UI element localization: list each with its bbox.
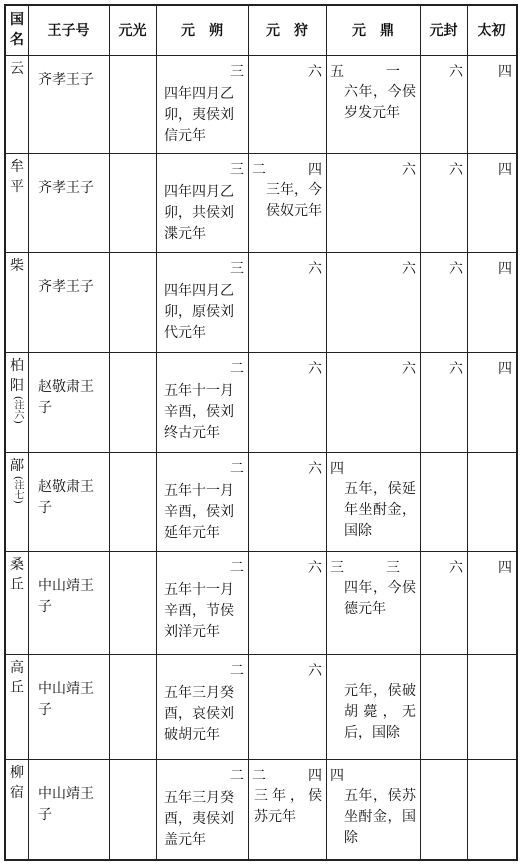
table-row: [6, 760, 516, 859]
yuanshou-cell: [248, 253, 326, 352]
yuanshuo-count: 三: [230, 64, 244, 80]
yuanshuo-cell: [156, 655, 248, 759]
taichu-cell: [467, 453, 516, 551]
taichu-cell: [467, 253, 516, 352]
yuanding-count: 三 三: [330, 560, 400, 576]
yuanding-count: 四: [330, 461, 344, 477]
yuanshou-count: 六: [308, 361, 322, 377]
header-yuanshuo: 元 朔: [181, 23, 223, 39]
yuanfeng-cell: [420, 655, 467, 759]
yuanshuo-count: 三: [230, 261, 244, 277]
header-yuanshou: 元 狩: [266, 23, 308, 39]
yuanshou-cell: [248, 56, 326, 153]
yuanshou-count: 六: [308, 261, 322, 277]
note-marker: (注六): [12, 396, 23, 424]
prince-lineage: 齐孝王子: [38, 72, 94, 88]
yuanding-cell: [326, 760, 420, 859]
yuanshuo-cell: [156, 453, 248, 551]
yuanshou-text: 三年，侯苏元年: [254, 788, 322, 825]
prince-lineage: 中山靖王子: [38, 578, 94, 615]
yuanshou-text: 三年，今侯奴元年: [266, 182, 322, 219]
yuanfeng-count: 六: [449, 261, 463, 277]
yuanshuo-count: 二: [230, 768, 244, 784]
yuanfeng-cell: [420, 56, 467, 153]
state-name-cell: [6, 353, 24, 452]
yuanfeng-count: 六: [449, 361, 463, 377]
prince-lineage: 齐孝王子: [38, 180, 94, 196]
yuanshou-count: 六: [308, 64, 322, 80]
yuanshuo-count: 二: [230, 560, 244, 576]
yuanfeng-cell: [420, 552, 467, 654]
yuanfeng-cell: [420, 453, 467, 551]
yuanding-count: 六: [402, 361, 416, 377]
yuanfeng-cell: [420, 154, 467, 252]
state-name: 柏阳: [10, 358, 24, 394]
table-row: [6, 56, 516, 154]
header-guo: 国: [10, 12, 24, 28]
yuanshou-cell: [248, 760, 326, 859]
yuanding-cell: [326, 552, 420, 654]
yuanfeng-count: 六: [449, 64, 463, 80]
yuanshuo-cell: [156, 56, 248, 153]
yuanshuo-cell: [156, 253, 248, 352]
yuanfeng-cell: [420, 760, 467, 859]
yuanding-cell: [326, 655, 420, 759]
yuanshuo-count: 二: [230, 663, 244, 679]
taichu-count: 四: [498, 261, 512, 277]
yuanshou-count: 六: [308, 663, 322, 679]
yuanshuo-text: 五年三月癸酉，夷侯刘盖元年: [164, 790, 234, 848]
prince-lineage: 中山靖王子: [38, 786, 94, 823]
yuanshuo-count: 二: [230, 461, 244, 477]
yuanshuo-cell: [156, 760, 248, 859]
table-row: [6, 154, 516, 253]
header-ming: 名: [10, 32, 24, 48]
table-row: [6, 655, 516, 760]
yuanding-count: 六: [402, 162, 416, 178]
yuanding-count: 六: [402, 261, 416, 277]
yuanshuo-cell: [156, 353, 248, 452]
yuanshuo-count: 二: [230, 361, 244, 377]
state-name: 鄗: [10, 458, 24, 474]
header-taichu: 太初: [477, 23, 506, 39]
prince-lineage: 赵敬肃王子: [38, 479, 94, 516]
header-wangzihao: 王子号: [47, 23, 90, 39]
header-yuanfeng: 元封: [429, 23, 458, 39]
yuanshuo-text: 五年十一月辛酉，节侯刘洋元年: [164, 582, 234, 640]
yuanding-text: 五年，侯延年坐酎金，国除: [344, 481, 416, 539]
yuanding-count: 五 一: [330, 64, 400, 80]
taichu-cell: [467, 760, 516, 859]
state-name: 牟平: [10, 159, 24, 195]
yuanding-cell: [326, 56, 420, 153]
yuanshuo-text: 五年三月癸酉，哀侯刘破胡元年: [164, 685, 234, 743]
header-yuanguang: 元光: [118, 23, 147, 39]
yuanshuo-text: 四年四月乙卯，夷侯刘信元年: [164, 86, 234, 144]
yuanshou-cell: [248, 453, 326, 551]
table-row: [6, 552, 516, 655]
taichu-count: 四: [498, 64, 512, 80]
yuanfeng-count: 六: [449, 162, 463, 178]
state-name: 柴: [10, 258, 24, 274]
prince-lineage: 中山靖王子: [38, 681, 94, 718]
header-yuanding: 元 鼎: [352, 23, 394, 39]
state-name-cell: [6, 453, 24, 551]
yuanding-cell: [326, 453, 420, 551]
header-guoming: [6, 6, 28, 54]
yuanfeng-cell: [420, 253, 467, 352]
state-name: 柳宿: [10, 765, 24, 801]
yuanding-text: 六年，今侯岁发元年: [344, 84, 416, 121]
yuanshuo-text: 五年十一月辛酉，侯刘延年元年: [164, 483, 234, 541]
note-marker: (注七): [12, 476, 23, 504]
yuanshou-count: 六: [308, 461, 322, 477]
taichu-count: 四: [498, 162, 512, 178]
taichu-cell: [467, 353, 516, 452]
yuanshuo-text: 四年四月乙卯，原侯刘代元年: [164, 283, 234, 341]
taichu-count: 四: [498, 560, 512, 576]
yuanshou-count: 二 四: [252, 768, 322, 784]
prince-lineage: 赵敬肃王子: [38, 379, 94, 416]
yuanfeng-count: 六: [449, 560, 463, 576]
yuanshou-count: 二 四: [252, 162, 322, 178]
yuanshou-count: 六: [308, 560, 322, 576]
yuanshou-cell: [248, 552, 326, 654]
yuanding-cell: [326, 253, 420, 352]
prince-lineage: 齐孝王子: [38, 279, 94, 295]
yuanshou-cell: [248, 353, 326, 452]
table-row: [6, 353, 516, 453]
state-name: 云: [10, 61, 24, 77]
yuanfeng-cell: [420, 353, 467, 452]
yuanding-text: 四年，今侯德元年: [344, 580, 416, 617]
table-row: [6, 253, 516, 353]
taichu-count: 四: [498, 361, 512, 377]
table-row: [6, 453, 516, 552]
yuanding-text: 五年，侯苏坐酎金，国除: [344, 788, 416, 846]
yuanshuo-cell: [156, 552, 248, 654]
yuanding-cell: [326, 154, 420, 252]
state-name: 高丘: [10, 660, 24, 696]
genealogy-table: [4, 4, 518, 861]
table-header: [6, 6, 516, 56]
taichu-cell: [467, 56, 516, 153]
taichu-cell: [467, 154, 516, 252]
yuanding-cell: [326, 353, 420, 452]
state-name: 桑丘: [10, 557, 24, 593]
yuanshuo-cell: [156, 154, 248, 252]
yuanding-text: 元年，侯破胡薨，无后，国除: [344, 683, 416, 741]
yuanshou-cell: [248, 655, 326, 759]
yuanshuo-text: 四年四月乙卯，共侯刘渫元年: [164, 184, 234, 242]
yuanding-count: 四: [330, 768, 344, 784]
yuanshuo-text: 五年十一月辛酉，侯刘终古元年: [164, 383, 234, 441]
taichu-cell: [467, 552, 516, 654]
taichu-cell: [467, 655, 516, 759]
yuanshuo-count: 三: [230, 162, 244, 178]
yuanshou-cell: [248, 154, 326, 252]
